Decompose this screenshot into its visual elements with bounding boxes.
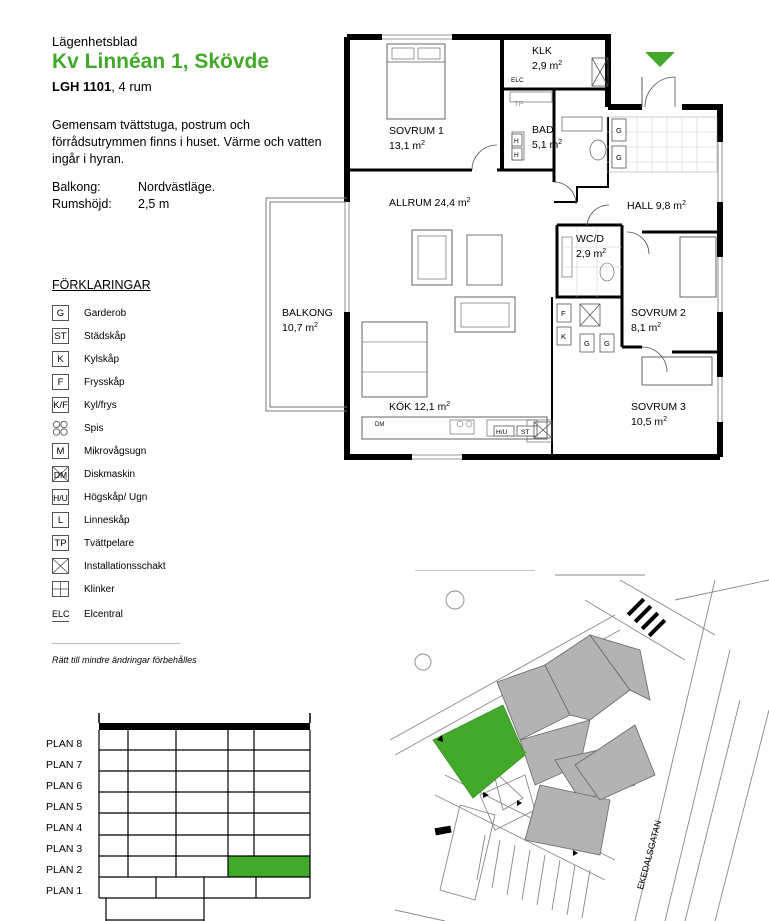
room-name: SOVRUM 1 xyxy=(389,125,444,137)
divider xyxy=(52,643,180,644)
fixture-label: G xyxy=(604,339,610,348)
room-name: ALLRUM 24,4 $m^2$ xyxy=(389,197,471,209)
legend-title: FÖRKLARINGAR xyxy=(52,278,151,292)
room-area: 2,9 $m^2$ xyxy=(532,60,563,72)
room-area: 10,5 $m^2$ xyxy=(631,416,668,428)
room-name: SOVRUM 3 xyxy=(631,401,686,413)
legend-label: Högskåp/ Ugn xyxy=(84,492,148,503)
room-name: HALL 9,8 $m^2$ xyxy=(627,200,686,212)
fixture-label: G xyxy=(616,153,622,162)
fixture-label: H/U xyxy=(496,429,508,436)
page-title: Kv Linnéan 1, Skövde xyxy=(52,50,270,73)
document-label: Lägenhetsblad xyxy=(52,34,138,49)
floor-label: PLAN 3 xyxy=(46,843,83,855)
legend-symbol: ST xyxy=(52,328,69,344)
floor-label: PLAN 1 xyxy=(46,885,83,897)
room-area: 5,1 $m^2$ xyxy=(532,139,563,151)
fact-value: 2,5 m xyxy=(138,197,170,211)
tile-symbol-icon xyxy=(52,581,69,597)
room-name: SOVRUM 2 xyxy=(631,307,686,319)
entrance-arrow-icon xyxy=(645,52,675,67)
fixture-label: G xyxy=(616,126,622,135)
fixture-label: F xyxy=(561,309,566,318)
floor-label: PLAN 4 xyxy=(46,822,83,834)
legend-label: Garderob xyxy=(84,308,127,319)
room-area: 8,1 $m^2$ xyxy=(631,322,662,334)
apartment-floor-highlight xyxy=(228,856,310,877)
room-name: KÖK 12,1 $m^2$ xyxy=(389,401,451,413)
fixture-label: TP xyxy=(514,99,524,108)
disclaimer: Rätt till mindre ändringar förbehålles xyxy=(52,655,197,665)
fixture-label: K xyxy=(561,332,567,341)
legend-label: Spis xyxy=(84,423,104,434)
site-plan xyxy=(385,570,769,921)
dishwasher-symbol-icon xyxy=(52,466,69,482)
legend-label: Elcentral xyxy=(84,609,123,620)
room-name: BALKONG xyxy=(282,307,333,319)
legend-label: Linneskåp xyxy=(84,515,130,526)
legend-label: Kyl/frys xyxy=(84,400,117,411)
fixture-label: DM xyxy=(375,422,385,428)
legend-label: Diskmaskin xyxy=(84,469,136,480)
legend-label: Tvättpelare xyxy=(84,538,135,549)
floor-label: PLAN 7 xyxy=(46,759,83,771)
legend-label: Klinker xyxy=(84,584,115,595)
legend-symbol: K/F xyxy=(52,397,69,413)
building-highlight xyxy=(433,705,525,798)
floor-label: PLAN 5 xyxy=(46,801,83,813)
legend-label: Installationsschakt xyxy=(84,561,166,572)
legend-symbol: F xyxy=(52,374,69,390)
fixture-label: H xyxy=(514,138,519,145)
fact-value: Nordvästläge. xyxy=(138,180,216,194)
legend-symbol: G xyxy=(52,305,69,321)
fact-balcony xyxy=(52,180,215,194)
apartment-line xyxy=(52,79,152,94)
fact-ceiling-height xyxy=(52,197,169,211)
legend-symbol: L xyxy=(52,512,69,528)
fact-label: Rumshöjd: xyxy=(52,197,112,211)
legend-symbol: TP xyxy=(52,535,69,551)
room-name: BAD xyxy=(532,124,554,136)
room-name: KLK xyxy=(532,45,552,57)
room-name: WC/D xyxy=(576,233,604,245)
fixture-label: ELC xyxy=(511,77,524,84)
legend-symbol: H/U xyxy=(52,489,69,505)
room-area: 13,1 $m^2$ xyxy=(389,140,426,152)
legend-symbol: DM xyxy=(53,470,68,480)
room-area: 10,7 $m^2$ xyxy=(282,322,319,334)
legend-label: Frysskåp xyxy=(84,377,125,388)
room-area: 2,9 $m^2$ xyxy=(576,248,607,260)
floor-label: PLAN 8 xyxy=(46,738,83,750)
floor-diagram xyxy=(96,713,318,921)
fixture-label: G xyxy=(584,339,590,348)
apartment-id: LGH 1101 xyxy=(52,79,112,94)
fact-label: Balkong: xyxy=(52,180,101,194)
legend-symbol: M xyxy=(52,443,69,459)
apartment-rooms: , 4 rum xyxy=(111,79,152,94)
legend-label: Kylskåp xyxy=(84,354,120,365)
legend-label: Mikrovågsugn xyxy=(84,446,147,457)
street-label: EKEDALSGATAN xyxy=(635,819,664,891)
legend-symbol: K xyxy=(52,351,69,367)
floor-plan xyxy=(262,22,742,462)
floor-label: PLAN 2 xyxy=(46,864,83,876)
description: Gemensam tvättstuga, postrum och förrådsutrymmen finns i huset. Värme och vatten ingår i hyran. xyxy=(52,118,322,166)
legend-label: Städskåp xyxy=(84,331,126,342)
floor-label: PLAN 6 xyxy=(46,780,83,792)
stove-symbol-icon xyxy=(52,420,69,436)
fixture-label: H xyxy=(514,152,519,159)
fixture-label: ST xyxy=(521,429,530,436)
shaft-symbol-icon xyxy=(52,558,69,574)
legend-symbol: ELC xyxy=(52,606,69,622)
